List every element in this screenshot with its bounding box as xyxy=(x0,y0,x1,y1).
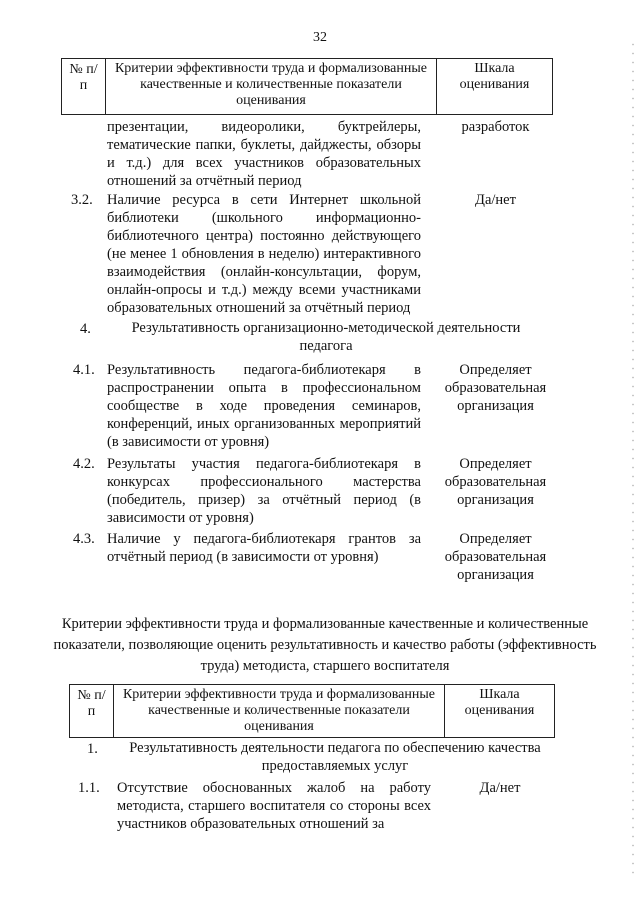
row-number: 4.1. xyxy=(73,362,95,378)
scale-value: Да/нет xyxy=(479,780,521,796)
scan-margin-artifact xyxy=(632,40,634,880)
column-header-number: № п/п xyxy=(70,685,114,738)
section-heading: Результативность организационно-методической деятельности педагога xyxy=(131,320,521,354)
row-number: 1.1. xyxy=(78,780,100,796)
criterion-text: Результаты участия педагога-библиотекаря в конкурсах профессионального мастерства (победитель, призер) за отчётный период (в зависимости от уровня) xyxy=(107,456,421,526)
column-header-criteria: Критерии эффективности труда и формализованные качественные и количественные показатели оценивания xyxy=(106,59,437,115)
column-header-scale: Шкала оценивания xyxy=(437,59,553,115)
section-caption: Критерии эффективности труда и формализованные качественные и количественные показатели, позволяющие оценить результативность и качество работы (эффективность труда) методиста, старшего воспитателя xyxy=(53,616,597,674)
section-number: 4. xyxy=(80,321,91,337)
column-header-number: № п/п xyxy=(62,59,106,115)
scale-value: разработок xyxy=(461,119,530,135)
criteria-table-header-top xyxy=(61,58,553,115)
criterion-text: Отсутствие обоснованных жалоб на работу методиста, старшего воспитателя со стороны всех участников образовательных отношений за xyxy=(117,780,431,832)
criteria-table-header-bottom xyxy=(69,684,555,738)
column-header-criteria: Критерии эффективности труда и формализованные качественные и количественные показатели оценивания xyxy=(114,685,445,738)
scale-value: Да/нет xyxy=(475,192,516,208)
page-number: 32 xyxy=(313,30,327,45)
row-number: 3.2. xyxy=(71,192,93,208)
criterion-text: Результативность педагога-библиотекаря в распространении опыта в профессиональном сообществе в ходе проведения семинаров, конференций, иных организованных мероприятий (в зависимости от уровня) xyxy=(107,362,421,450)
section-heading: Результативность деятельности педагога по обеспечению качества предоставляемых услуг xyxy=(129,740,541,774)
row-number: 4.3. xyxy=(73,531,95,547)
scale-value: Определяет образовательная организация xyxy=(444,531,547,583)
criterion-text: Наличие ресурса в сети Интернет школьной библиотеки (школьного информационно-библиотечного центра) постоянно действующего (не менее 1 обновления в неделю) интерактивного взаимодействия (онлайн-консультации, форум, онлайн-опросы и т.д.) между всеми участниками образовательных отношений за отчётный период xyxy=(107,192,421,316)
scale-value: Определяет образовательная организация xyxy=(444,362,547,414)
scale-value: Определяет образовательная организация xyxy=(444,456,547,508)
column-header-scale: Шкала оценивания xyxy=(445,685,555,738)
criterion-text: презентации, видеоролики, буктрейлеры, тематические папки, буклеты, дайджесты, обзоры и т.д.) для всех участников образовательных отношений за отчётный период xyxy=(107,119,421,189)
criterion-text: Наличие у педагога-библиотекаря грантов за отчётный период (в зависимости от уровня) xyxy=(107,531,421,565)
section-number: 1. xyxy=(87,741,98,757)
row-number: 4.2. xyxy=(73,456,95,472)
